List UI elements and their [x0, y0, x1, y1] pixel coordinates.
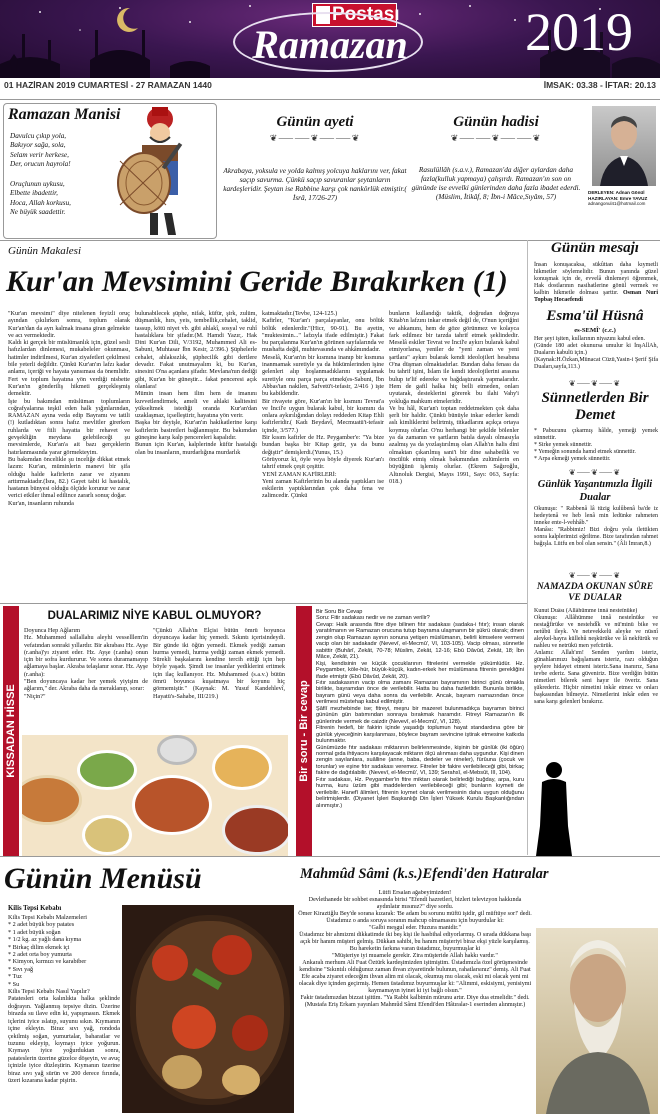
ayet-block	[222, 114, 408, 144]
kebab-photo	[122, 905, 294, 1113]
ingredient-item: * 2 adet orta boy yumurta	[8, 951, 72, 959]
mani-lines-1: Davulcu çıkıp yola, Bakıyor sağa, sola, Selam verir herkese, Der, orucun hayrola!	[10, 132, 71, 169]
ingredient-item: * 1/2 kg. az yağlı dana kıyma	[8, 936, 82, 944]
mesaj-author: Osman Nuri Topbaş Hocaefendi	[534, 290, 659, 303]
divider	[0, 856, 660, 857]
hatira-heading: Mahmûd Sâmi (k.s.)Efendi'den Hatıralar	[300, 866, 549, 882]
person-icon	[536, 928, 658, 1114]
mesaj-text	[534, 262, 658, 304]
sunnet-item: * Pabucunu çıkarmış hâlde, yemeği yemek sünnettir.	[534, 428, 658, 441]
ayet-text: Akrabaya, yoksula ve yolda kalmış yolcuya haklarını ver, fakat saçıp savurma. Çünkü saçıp savuranlar şeytanların kardeşleridir. Şeytan ise Rabbine karşı çok nankörlük etmiştir.( İsrâ, 17/26-27)	[223, 166, 407, 202]
menu-dish: Kilis Tepsi Kebabı	[8, 905, 62, 912]
sunnet-item: * Yemeğin sonunda hamd etmek sünnettir.	[534, 449, 636, 455]
makale-kicker: Günün Makalesi	[8, 245, 82, 257]
kissadan-title: DUALARIMIZ NİYE KABUL OLMUYOR?	[47, 610, 262, 622]
ingredient-item: * Sıvı yağ	[8, 965, 34, 973]
mesaj-heading: Günün mesajı	[551, 240, 639, 256]
hadis-ornament: ❦⸺⸺❦⸺⸺❦	[450, 133, 542, 143]
ingredient-item: * 1 adet büyük soğan	[8, 928, 61, 936]
ingredient-item: * Birkaç dilim ekmek içi	[8, 943, 70, 951]
imsak-iftar-times: İMSAK: 03.38 - İFTAR: 20.13	[543, 80, 656, 90]
sunnet-ornament: ❦⸺❦⸺❦	[568, 379, 622, 388]
gunluk-text: Okunuşu: " Rabbenâ lâ tüzig kulûbenâ ba'de iz hedeytenâ ve heb lenâ min ledünke rahmeten inneke ente-l-vehhâb." Manâsı: "Rabbimiz! Bizi doğru yola ilettikten sonra kalplerimizi eğriltme. Bize tarafından rahmet bağışla. Lütfu en bol olan sensin." (Âli İmran,8.)	[534, 506, 658, 547]
mani-heading: Ramazan Manisi	[8, 106, 121, 123]
ingredient-item: * Tuz	[8, 973, 22, 981]
ingredient-item: * Su	[8, 980, 20, 988]
soru-vertical-label: Bir soru - Bir cevap	[298, 680, 310, 782]
soru-tab	[296, 606, 312, 856]
namaz-ornament: ❦⸺❦⸺❦	[568, 571, 622, 580]
editor-email: adnangonul41@hotmail.com	[588, 201, 646, 206]
hatira-text: Lütfi Ersalan ağabeyimizden! Devlethanede bir sohbet esnasında birisi "Efendi hazretleri, bizleri televizyon hakkında aydınlatır mısınız?" diye sordu. Ömer Kiraztiğlu Bey'de sorana kızarak: 'Be adam bu sorunu müftü işidir, gil müftüye sor!' dedi. Üstadımız o anda soruya soranın mahcup olmamasını için buyurdular ki: "Galbi meşgul eder. Huzura manidir." Üstadımız bir ahmizmi dikkatimde iki beş kişi ile hasbihal ediyorlarmış. O sırada dükkana başı açık bir hanım müşteri gelmiş. Dükkan sahibi, bu hanım müşteriyi biraz ekşi yüzle karşılamış. Bu hareketin farkına varan üstadımız, buyurmuşlar ki "Müşteriye iyi muamele gerekir. Zira müşteride Allah hakkı vardır." Ankaralı merhum Ali Fuat Öztürk kardeşimizden işitmiştim. Üstadımızla özel görüşmesinde kendisine "Sıkıntılı olduğunuz zaman ihvan ziyaretinde bulunun, rahatlarsınız" demiş. Ali Fuat Efe acaba ziyaret edeceğim ihvan alim mi olacak, okumuş mu olacak, eski mi olacak yeni mi olacak diye içinden geçirmiş. Hemen üstadımız buyurmuşlar ki: "Alimmi, eskisiymi, yenisiymi kaymamayın iyinet ki iyi bağlı olsun." Fakir üstadımızdan bizzat işittim. "Ya Rabbi kalbimin mürunu artır. Diye dua etmelidir." dedi. (Mustafa Eriş Erkam yayınları Mahmûd Sâmi Efendi'den Hâtıralar-1 eserinden alınmıştır.)	[298, 890, 532, 1008]
howto-text: Patatesleri orta kalınlıkta halka şeklinde doğrayın. Yağlanmış tepsiye dizin. Üzerine birazda su ilave edin ki, yapışmasın. Ekmek içlerini iyice ıslatıp, suyunu sıkın. Kıymanın içine ekleyin. Biraz sıvı yağ, rondoda çekilmiş soğan, yumurtalar, baharatlar ve tuzunu ekleyip, kıymayı iyice yoğurun. Kıymayı iyice yoğurduktan sonra, patateslerin üzerine güzelce döşeyin, ve avuç içinizle iyice düzleştirin. Kıymanın üzerine biraz sıvı yağ sürün ve 200 derece fırında, üzeri kızarana kadar pişirin.	[8, 995, 120, 1084]
soru-text: Bir Soru Bir Cevap Soru: Fitir sadakası nedir ve ne zaman verilir? Cevap: Halk arasında fitre diye bilinen fıtır sadakası (sadaka-i fıtır); insan olarak yaratılmanın ve Ramazan orucuna tutup bayrama ulaşmanın bir şükrü olarak; dinen zengin olup Ramazan ayının sonuna yetişen müslümanın, belirli kimselere vermesi vacip olan bir sadakadır (Nevevî, el-Mecmû', VI, 103-105). Vacip olması, sünnetle sabittir (Buhârî, Zekât, 70-78; Müslim, Zekât, 12-16; Ebû Dâvûd, Zekât, 18; İbn Mâce, Zekât, 21). Kişi, kendisinin ve küçük çocuklarının fitrelerini vermekle yükümlüdür. Hz. Peygamber, köle-hür, büyük-küçük, kadın-erkek her müslümana fitrenin gerekliğini ifade etmiştir (Ebû Dâvûd, Zekât, 20). Fıtır sadakasının vacip olma zamanı Ramazan bayramının birinci günü olmakla birlikte, bayramdan önce de verilebilir. Hatta bu daha faziletlidir. Bununla birlikte, bayram günü veya daha sonra da verilebilir. Ancak, bayram namazından önce verilmesi müstehap kabul edilmiştir. Şâfiî mezhebinde ise; fitreyi, meşru bir mazeret bulunmadıkça bayramın birinci gününün gün batımından sonraya bırakmak haramdır. Fitreyi Ramazan'ın ilk günlerinde vermek de caizdir (Nevevî, el-Mecmû', VI, 128). Fitrenin hedefi, bir fakirin içinde yaşadığı toplumun hayat standardına göre bir günlük yiyeceğinin karşılanması, böylece bayram sevincine iştirak etmesine katkıda bulunmaktır. Günümüzde fıtır sadakası miktarının belirlenmesinde, kişinin bir günlük (iki öğün) normal gıda ihtiyacını karşılayacak miktarın ölçü alınması daha uygundur. Kişi dinen zengin sayılanlara, suâlline (anne, baba, dedeler ve nineler), fürûuna (çocuk ve torunlar) ve eşine fıtır sadakası veremez. Fitreler bir fakire verilebileceği gibi, birkaç fakire de dağıtılabilir. (Nevevî, el-Mecmû', VI, 139; Serahsî, el-Mebsût, III, 104). Fıtır sadakası, Hz. Peygamber'in fitre miktarı olarak belirlediği buğday, arpa, kuru hurma, kuru üzüm gibi maddelerden verilebileceği gibi; bunların kıymeti de verilebilir. Hanefî âlimleri, fitrenin kıymet olarak verilmesinin daha uygun olduğunu belirtmişlerdir. (Diyanet İşleri Başkanlığı Din İşleri Yüksek Kurulu Başkanlığından alınmıştır.)	[316, 609, 524, 809]
hadis-heading: Günün hadisi	[453, 114, 539, 130]
sunnet-list	[534, 428, 658, 463]
kissadan-col-1: Doyunca Hep Ağlarım Hz. Muhammed sallallahu aleyhi vesselllem'in vefatından sonraki yıllardır. Bir akrabası Hz. Ayşe (r.anha)'yı ziyaret eder. Hz. Ayşe (r.anha) onun için bir sofra kurdururur. Ve sonra duramamayıp ağlamaya başlar. Akraba telaşlanır sorar. Hz. Ayşe (r.anha): "Ben doyuncaya kadar her yemek yiyişim de ağlarım," der. Akraba daha da meraklanıp, sorar: "Niçin?"	[24, 627, 148, 700]
section-title: Ramazan	[252, 22, 408, 67]
ayet-heading: Günün ayeti	[276, 114, 354, 130]
menu-heading: Günün Menüsü	[4, 862, 202, 895]
esma-name: es-SEMÎ' (c.c.)	[574, 327, 616, 334]
namaz-heading: NAMAZDA OKUNAN SÛRE VE DUALAR	[536, 582, 654, 603]
year-label: 2019	[525, 2, 633, 62]
makale-col-1: "Kur'an mevsimi" diye nitelenen feyizli oruç ayından çıkılırken sonra, toplum olarak Kur'an'dan da ayrı kalmak insana giran gelmekte ve acı vermektedir. Kaldı ki gerçek bir müslümanlık için, güzel sesli hafızlardan dinlemesi, mukabeleler okunması, hatimler indirilmesi, Kur'an ziyafetleri çekilmesi bile yeterli değildir. Çünkü Kur'an'ın lafzı kadar anlamı, içeriği ve hayata yansıması da önemlidir. Fert ve toplum hayatına yön verdiği nisbette Kur'an'ın gönderiliş hikmeti gerçekleşmiş demektir. İşte bu bakımdan müslüman toplumların coğrafyalarına teşkil eden halk yığınlarından, RAMAZAN ayına veda edip Bayramı ve tatili (!) kutladıktan sonra hafız mevlitler girerken ruhlarda ve fiili hayatta bir rehavet ve gevşekliğin meydana gelebileceği şu mevsimlerde, Kur'an'a ait bazı gerçeklerin hatırlanmasında yarar görmekteyim. Bu bakımdan öncelikle şu inceliğe dikkat etmek lazım: Kur'an, müminlerin manevi bir şifa olduğu halde kafirlerin zarar ve ziyanını arttırmaktadır.(İsra, 82.) Gayet tabii ki hastalık, hastanın bünyesi olduğu ölçüde korunur ve zarar verici etkiler ihmal edilince zararlı sonuç doğar. Kur'an, insanların ruhunda	[8, 310, 130, 507]
date-bar	[0, 78, 660, 100]
makale-col-2: bulunabilecek şüphe, nifak, küfür, şirk, zulüm, düşmanlık, hırs, yeis, tembellik,cehalet, taklid, tassup, kötü niyet vb. gibi ahlakî, sosyal ve ruhî hastalıklara bir şifadır.(M. Hamdi Yazır,. Hak Dini Kur'an Dili, V/3192, Muhammed Ali es-Sabuni, Muhtasar İbn Kesir, 2/396.) Şüphelerle cehalet, ahlaksızlık, şüphecilik gibi dertlere devadır. Fakat unutmayalım ki, bu Kur'an, sinesini O'na açanlara şifadır. Mevlana'nın dediği gibi, Kur'an bir güneştir... fakat penceresi açık olanlara! Mümin insan hem ilim hem de imanını kuvvetlendirmek, ameli ve ahlaki kalitesini yükseltmek istediği oranda Kur'an'dan uzaklaşmaz, içselleştirir, hayatına yön verir. Başka bir deyişle, Kur'an'ın hakikatlerine karşı kafirlerin basiretleri bağlanmıştır. Bu bakımdan güneşine karşı kalp pencereleri kapalıdır. Bunun için Kur'an, kalplerinde küfür hastalığı olan bu insanların, murdarlığına murdarlık	[135, 310, 257, 456]
person-icon	[592, 106, 656, 186]
gunluk-ornament: ❦⸺❦⸺❦	[568, 468, 622, 477]
howto-title: Kilis Tepsi Kebabı Nasıl Yapılır?	[8, 988, 90, 996]
esma-text: Her şeyi işiten, kullarının niyazını kabul eden. (Günde 180 adet okunursa umulur ki İnşAllAh, Duaların kabulü için.) (Kaynak:H.Özkan,Münacat Cüzü,Yasin-i Şerif Şifa Duaları,sayfa,113.)	[534, 336, 658, 370]
esma-heading: Esma'ül Hüsnâ	[546, 308, 644, 324]
kissadan-vertical-label: KISSADAN HİSSE	[5, 684, 17, 778]
gunluk-heading: Günlük Yaşantımızla İlgili Dualar	[537, 479, 653, 503]
hadis-text: Rasulüllâh (s.a.v.), Ramazan'da diğer aylardan daha fazla(kulluk yapmaya) çalışırdı. Ramazan'ın son on gününde ise evvelki günlerinden daha fazla ibadet ederdi. (Müslim, İtikâf, 8; İbn-i Mâce,Sıyâm, 57)	[411, 165, 581, 201]
hadis-block	[410, 114, 582, 144]
mani-box	[3, 103, 217, 239]
davulcu-illustration	[100, 101, 216, 241]
editor-caption: DERLEYEN: Adnan Gönül HAZIRLAYAN: Emre YAVUZ	[588, 190, 648, 201]
sunnet-item: * Sirke yemek sünnettir.	[534, 442, 593, 448]
sunnet-item: * Arpa ekmeği yemek sünnettir.	[534, 456, 611, 462]
column-rule	[527, 240, 528, 855]
hatira-portrait	[536, 928, 658, 1114]
makale-title: Kur'an Mevsimini Geride Bırakırken (1)	[6, 265, 508, 298]
date-line: 01 HAZİRAN 2019 CUMARTESİ - 27 RAMAZAN 1440	[4, 80, 212, 90]
makale-col-4: bunların kullandığı taktik, doğrudan doğruya Kitab'ın lafzını inkar etmek değil de, O'nun içeriğini ve ahkamını, hem de göze görünmez ve kolayca fark edilmez bir tarzda tahrif etmek şeklindedir. Meselâ eskiler Tevrat ve İncil'e aykırı bularak kabul etmiyorlarsa, yeniler de "yeni zaman ve yeni şartlara" aykırı bularak kendi ideolojileri hesabına O'na düşman olmaktadırlar. Bundan daha fenası da bu tahrif işini, İslam ile kendi ideolojilerini arasına bulup te'lif edereke ve bağdaştırarak yapmalarıdır. Hem de gafil halka hiç belli etmeden, onları uyutarak, desteklerini görerek bu ilahi Vahy'i yokluğa mahkum etmeleridir. Ve bu hâl, Kur'an'ı toptan reddetmekten çok daha şerli bir haldir. Çünkü bünüyle inkar ederler kendi aslı kimliklerini belirtmiş, titkadlarını açıkça ortaya koymuş olurlar. O'nu herhangi bir şekilde bölenler ya da zamanın ve şartların batıla dayalı olmasıyla azalmış ya da yozlaştırılmış olan Allah'ın halis dini olmaktan çıkarılmış sani'i bir dine sahabetlik ve öncülük etmiş olmak bakımından zulümlerin en büyüğünü işlemiş olurlar. (Ekrem Sağıroğlu, Altınoluk Dergisi, Mayıs 1991, Sayı: 063, Sayfa: 018.)	[389, 310, 519, 485]
makale-col-3: katmaktadır.(Tevbe, 124-125.) Kafirler, "Kur'an'ı parçalayanlar, onu bölük bölük edenlerdir."(Hicr, 90-91). Bu ayetin, "muktesimin..." lafzıyla ifade edilmiştir.) Fakat bu parçalanma Kur'an'ın görünen sayfalarında ve mushafta değil, muhtevasında ve ahkâmındadır. Meselâ, Kur'an'ın bir kısmına inanıp bir kısmına inanmamak suretiyle ya da hükümlerinden işine gelenleri alıp hoşlanmadıklarını uygulamak suretiyle onu parça parça etmek(es-Sabuni, İbn Abbas'tan nakilen, Safvetü't-tefasir, 2/416 ) işte bu kabildendir. Bir rivayete göre, Kur'an'ın bir kısmını Tevrat'a ve İncil'e uygun bularak kabul, bir kısmını da onlara aykırılığından dolayı reddeden Kitap Ehli kafirleridir.( Kadı Beydavî, Mecmuatü't-tefasir içinde, 3/577.) Bir kısım kafirler de Hz. Peygamber'e: "Ya bize bundan başka bir Kitap getir, ya da bunu değiştir" demişlerdi.(Yunus, 15.) Görüyoruz ki, öyle veya böyle diyerek Kur'an'ı tahrif etmek çeşit çeşittir. YENİ ZAMAN KAFİRLERİ: Yeni zaman Kafirlerinin bu alanda yaptıkları ise eskilerin yaptıklarından çok daha fena ve zalimcedir. Çünkü	[262, 310, 384, 500]
kissadan-tab	[3, 606, 19, 856]
mani-lines-2: Oruçlunun uykusu, Elbette ibadettir, Hoca, Allah korkusu, Ne büyük saadettir.	[10, 180, 71, 217]
newspaper-name: Postası	[332, 4, 400, 25]
ingredients-title: Kilis Tepsi Kebabı Malzemeleri	[8, 914, 88, 921]
mesaj-body: İnsan konuşacaksa, sükûttan daha kıymetli hikmetler söylemelidir. Bunun yanında güzel konuşmak için de, evvelâ dinlemeyi öğrenmek, Hak dostlarının nasihatlerine gönül vermek ve kalbin hikmetle dolması şarttır.	[534, 262, 658, 296]
praying-figure-silhouette	[534, 760, 576, 856]
kissadan-col-2: "Çünkü Allah'ın Elçisi bütün ömrü boyunca doyuncaya kadar hiç yemedi. Sıkıntı içerisindeydi. Bir günde iki öğün yemedi. Ekmek yediği zaman hurma yemedi, hurma yediği zaman ekmek yemedi. Sürekli başkalarını kendine tercih ettiği için hep böyle yaşadı. Şimdi ise insanlar yediklerini eritmek için ilaç kullanıyor. Hz. Muhammed (s.a.v.) bütün ömrü boyunca kuşatmaya bir koyunu hiç görmemiştir." (Kaynak: M. Yusuf Kandehlevî, Hayatü's-Sahabe, III/219.)	[153, 627, 285, 700]
menu-ingredients	[8, 914, 120, 1084]
ingredient-item: * Kimyon, kırmızı ve karabiber	[8, 958, 87, 966]
ayet-ornament: ❦⸺⸺❦⸺⸺❦	[269, 133, 361, 143]
masthead-banner	[0, 0, 660, 78]
sunnet-heading: Sünnetlerden Bir Demet	[541, 390, 649, 423]
editor-photo	[592, 106, 656, 186]
iftar-table-photo	[22, 735, 288, 856]
divider	[0, 603, 527, 604]
namaz-text: Kunut Duâsı (Allâhümme innâ nesteînüke) Okunuşu: Allâhümme innâ nesteînüke ve nestağfirüke ve nestehdîk ve nü'minü bike ve netûbü ileyk. Ve netevekkelü aleyke ve nüsnî aleykel-hayra küllehû neşkürüke ve lâ nekfürük ve nahleu ve netrükü men yefcürük. Anlamı: Allah'ım! Senden yardım isteriz, günahlarımızı bağışlamanı isteriz, razı olduğun şeylere hidayet etmeni isteriz.Sana inanırız, Sana tevbe ederiz. Sana güveniriz. Bize verdiğin bütün nimetleri bilerek seni hayır ile överiz. Sana şükrederiz. Hiçbir nimetini inkâr etmez ve onları başkasından bilmeyiz. Nimetlerini inkâr eden ve sana karşı gelenleri bırakırız.	[534, 608, 658, 705]
ingredient-item: * 2 adet büyük boy patates	[8, 921, 75, 929]
